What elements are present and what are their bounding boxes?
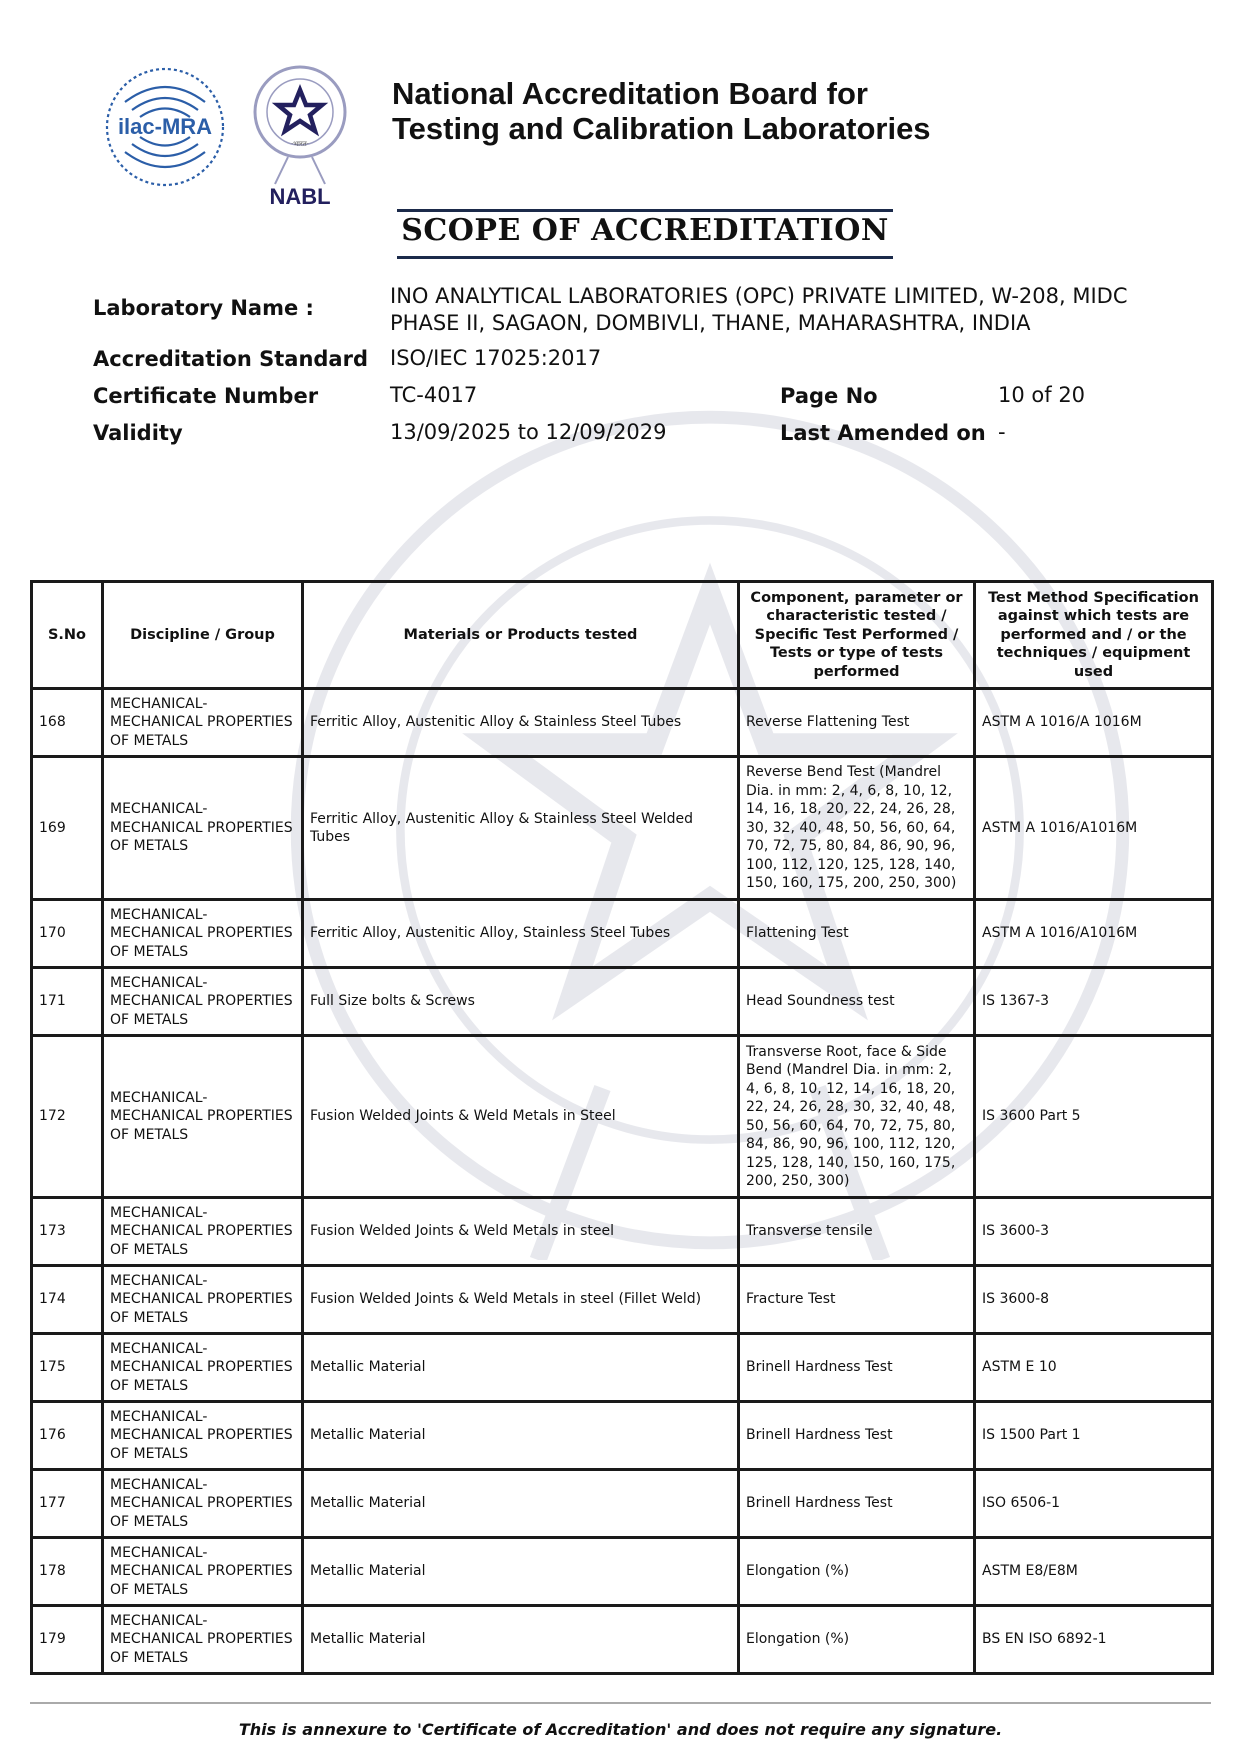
header-materials: Materials or Products tested <box>303 582 739 689</box>
cell-group: MECHANICAL- MECHANICAL PROPERTIES OF METALS <box>103 757 303 900</box>
cell-sno: 178 <box>32 1538 103 1606</box>
table-row <box>32 968 1213 1036</box>
page-no-label: Page No <box>780 384 878 408</box>
table-row <box>32 1198 1213 1266</box>
header-method: Test Method Specification against which tests are performed and / or the techniques / equipment used <box>975 582 1213 689</box>
cell-method: IS 3600 Part 5 <box>975 1036 1213 1198</box>
cell-test: Elongation (%) <box>739 1606 975 1674</box>
cell-group: MECHANICAL- MECHANICAL PROPERTIES OF METALS <box>103 1334 303 1402</box>
svg-text:NABL: NABL <box>269 184 331 209</box>
lab-name-line2: PHASE II, SAGAON, DOMBIVLI, THANE, MAHARASHTRA, INDIA <box>390 311 1031 335</box>
title-rule-top <box>397 209 893 212</box>
nabl-logo-icon <box>250 62 350 212</box>
title-rule-bottom <box>397 256 893 259</box>
table-header-row <box>32 582 1213 689</box>
svg-text:·भारत·: ·भारत· <box>290 140 310 148</box>
cell-test: Brinell Hardness Test <box>739 1402 975 1470</box>
cell-method: ASTM A 1016/A 1016M <box>975 689 1213 757</box>
cell-material: Ferritic Alloy, Austenitic Alloy & Stainless Steel Welded Tubes <box>303 757 739 900</box>
header-discipline: Discipline / Group <box>103 582 303 689</box>
cell-group: MECHANICAL- MECHANICAL PROPERTIES OF METALS <box>103 1538 303 1606</box>
header-sno: S.No <box>32 582 103 689</box>
table-row <box>32 1036 1213 1198</box>
cell-sno: 177 <box>32 1470 103 1538</box>
lab-name-line1: INO ANALYTICAL LABORATORIES (OPC) PRIVATE LIMITED, W-208, MIDC <box>390 284 1128 308</box>
cell-method: IS 3600-8 <box>975 1266 1213 1334</box>
table-row <box>32 1606 1213 1674</box>
table-row <box>32 757 1213 900</box>
page-no-value: 10 of 20 <box>998 383 1086 407</box>
cell-method: IS 3600-3 <box>975 1198 1213 1266</box>
cell-sno: 170 <box>32 900 103 968</box>
cell-method: ASTM E8/E8M <box>975 1538 1213 1606</box>
table-row <box>32 1538 1213 1606</box>
cell-test: Brinell Hardness Test <box>739 1470 975 1538</box>
cell-sno: 169 <box>32 757 103 900</box>
cell-group: MECHANICAL- MECHANICAL PROPERTIES OF METALS <box>103 968 303 1036</box>
lab-name-value <box>390 283 1128 337</box>
cell-material: Ferritic Alloy, Austenitic Alloy & Stainless Steel Tubes <box>303 689 739 757</box>
cell-method: ASTM A 1016/A1016M <box>975 757 1213 900</box>
cell-method: ASTM A 1016/A1016M <box>975 900 1213 968</box>
last-amended-value: - <box>998 420 1006 444</box>
table-row <box>32 689 1213 757</box>
svg-text:ilac-MRA: ilac-MRA <box>117 114 213 139</box>
cell-group: MECHANICAL- MECHANICAL PROPERTIES OF METALS <box>103 689 303 757</box>
cell-method: BS EN ISO 6892-1 <box>975 1606 1213 1674</box>
cell-group: MECHANICAL- MECHANICAL PROPERTIES OF METALS <box>103 900 303 968</box>
cell-material: Metallic Material <box>303 1606 739 1674</box>
table-row <box>32 900 1213 968</box>
table-row <box>32 1266 1213 1334</box>
cell-group: MECHANICAL- MECHANICAL PROPERTIES OF METALS <box>103 1266 303 1334</box>
lab-name-label: Laboratory Name : <box>93 296 314 320</box>
organization-title <box>392 76 931 146</box>
cell-sno: 171 <box>32 968 103 1036</box>
cell-method: IS 1500 Part 1 <box>975 1402 1213 1470</box>
last-amended-label: Last Amended on <box>780 421 986 445</box>
cell-material: Fusion Welded Joints & Weld Metals in steel (Fillet Weld) <box>303 1266 739 1334</box>
ilac-mra-logo-icon <box>100 62 230 192</box>
cell-material: Metallic Material <box>303 1538 739 1606</box>
cell-sno: 173 <box>32 1198 103 1266</box>
cell-material: Metallic Material <box>303 1334 739 1402</box>
cell-group: MECHANICAL- MECHANICAL PROPERTIES OF METALS <box>103 1198 303 1266</box>
certificate-value: TC-4017 <box>390 383 478 407</box>
header-component: Component, parameter or characteristic tested / Specific Test Performed / Tests or type of tests performed <box>739 582 975 689</box>
cell-sno: 176 <box>32 1402 103 1470</box>
footer-note: This is annexure to 'Certificate of Accreditation' and does not require any signature. <box>238 1720 1003 1739</box>
cell-sno: 174 <box>32 1266 103 1334</box>
table-row <box>32 1470 1213 1538</box>
cell-group: MECHANICAL- MECHANICAL PROPERTIES OF METALS <box>103 1606 303 1674</box>
page-title: SCOPE OF ACCREDITATION <box>401 213 889 248</box>
cell-sno: 175 <box>32 1334 103 1402</box>
standard-label: Accreditation Standard <box>93 347 368 371</box>
validity-value: 13/09/2025 to 12/09/2029 <box>390 420 667 444</box>
cell-sno: 179 <box>32 1606 103 1674</box>
cell-material: Ferritic Alloy, Austenitic Alloy, Stainless Steel Tubes <box>303 900 739 968</box>
footer-divider <box>30 1702 1211 1704</box>
cell-sno: 172 <box>32 1036 103 1198</box>
cell-test: Elongation (%) <box>739 1538 975 1606</box>
table-row <box>32 1334 1213 1402</box>
cell-method: IS 1367-3 <box>975 968 1213 1036</box>
cell-group: MECHANICAL- MECHANICAL PROPERTIES OF METALS <box>103 1470 303 1538</box>
cell-method: ASTM E 10 <box>975 1334 1213 1402</box>
cell-test: Reverse Flattening Test <box>739 689 975 757</box>
cell-material: Full Size bolts & Screws <box>303 968 739 1036</box>
cell-test: Flattening Test <box>739 900 975 968</box>
org-title-line2: Testing and Calibration Laboratories <box>392 111 931 146</box>
cell-method: ISO 6506-1 <box>975 1470 1213 1538</box>
cell-material: Metallic Material <box>303 1402 739 1470</box>
cell-test: Transverse Root, face & Side Bend (Mandrel Dia. in mm: 2, 4, 6, 8, 10, 12, 14, 16, 18, 20, 22, 24, 26, 28, 30, 32, 40, 48, 50, 56, 60, 64, 70, 72, 75, 80, 84, 86, 90, 96, 100, 112, 120, 125, 128, 140, 150, 160, 175, 200, 250, 300) <box>739 1036 975 1198</box>
table-row <box>32 1402 1213 1470</box>
org-title-line1: National Accreditation Board for <box>392 76 868 111</box>
cell-test: Fracture Test <box>739 1266 975 1334</box>
cell-material: Fusion Welded Joints & Weld Metals in Steel <box>303 1036 739 1198</box>
cell-test: Transverse tensile <box>739 1198 975 1266</box>
cell-group: MECHANICAL- MECHANICAL PROPERTIES OF METALS <box>103 1036 303 1198</box>
scope-table <box>30 580 1214 1675</box>
cell-test: Reverse Bend Test (Mandrel Dia. in mm: 2, 4, 6, 8, 10, 12, 14, 16, 18, 20, 22, 24, 26, 28, 30, 32, 40, 48, 50, 56, 60, 64, 70, 72, 75, 80, 84, 86, 90, 96, 100, 112, 120, 125, 128, 140, 150, 160, 175, 200, 250, 300) <box>739 757 975 900</box>
cell-material: Metallic Material <box>303 1470 739 1538</box>
certificate-label: Certificate Number <box>93 384 319 408</box>
cell-test: Brinell Hardness Test <box>739 1334 975 1402</box>
cell-group: MECHANICAL- MECHANICAL PROPERTIES OF METALS <box>103 1402 303 1470</box>
standard-value: ISO/IEC 17025:2017 <box>390 346 602 370</box>
cell-material: Fusion Welded Joints & Weld Metals in steel <box>303 1198 739 1266</box>
cell-sno: 168 <box>32 689 103 757</box>
cell-test: Head Soundness test <box>739 968 975 1036</box>
validity-label: Validity <box>93 421 183 445</box>
